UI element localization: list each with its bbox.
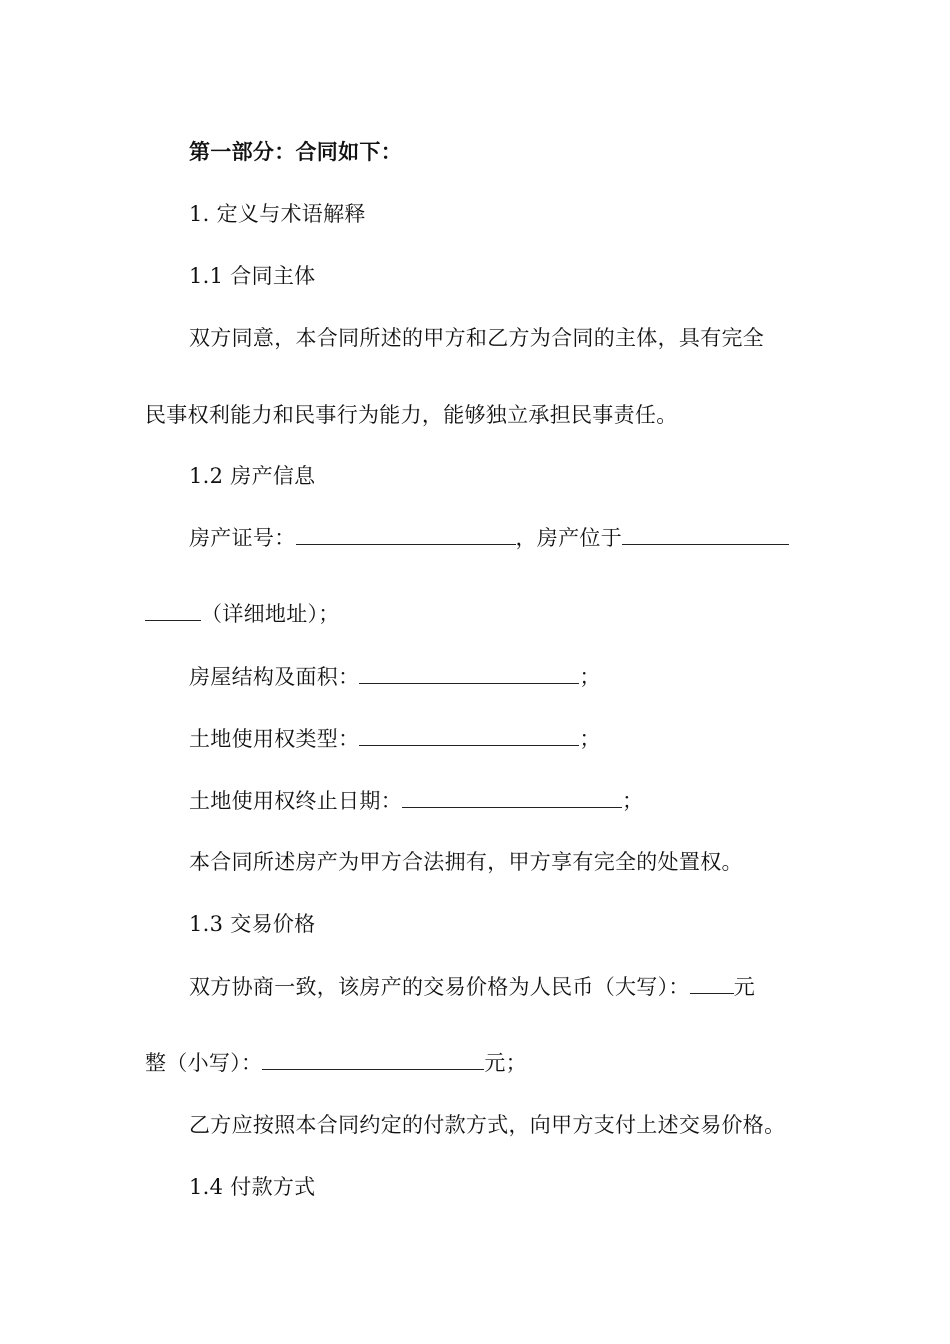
part-title: 第一部分：合同如下：: [189, 139, 402, 164]
land-type-blank[interactable]: [359, 725, 579, 746]
price-label: 双方协商一致，该房产的交易价格为人民币（大写）：: [189, 975, 690, 999]
yuan-semicolon: 元；: [484, 1051, 527, 1075]
ownership-paragraph: 本合同所述房产为甲方合法拥有，甲方享有完全的处置权。: [189, 850, 743, 874]
address-line: [145, 600, 340, 628]
land-end-date-line: [189, 787, 643, 815]
cert-number-blank[interactable]: [296, 524, 516, 545]
property-cert-line: [189, 524, 789, 552]
land-end-label: 土地使用权终止日期：: [189, 789, 402, 813]
land-end-date-blank[interactable]: [402, 787, 622, 808]
semicolon: ；: [579, 727, 601, 751]
subsection-heading: 1.2 房产信息: [189, 464, 316, 488]
structure-area-blank[interactable]: [359, 663, 579, 684]
section-heading: 1. 定义与术语解释: [189, 202, 366, 226]
price-lowercase-blank[interactable]: [262, 1049, 484, 1070]
subsection-heading: 1.1 合同主体: [189, 264, 316, 288]
price-line: [189, 973, 755, 1001]
land-type-line: [189, 725, 601, 753]
paragraph-line: 民事权利能力和民事行为能力，能够独立承担民事责任。: [145, 403, 678, 427]
address-suffix: （详细地址）；: [201, 602, 340, 626]
yuan-unit: 元: [733, 975, 756, 999]
address-blank[interactable]: [622, 524, 789, 545]
semicolon: ；: [622, 789, 644, 813]
payment-note: 乙方应按照本合同约定的付款方式，向甲方支付上述交易价格。: [189, 1113, 786, 1137]
land-type-label: 土地使用权类型：: [189, 727, 360, 751]
price-lowercase-label: 整（小写）：: [145, 1051, 263, 1075]
address-blank-continued[interactable]: [145, 600, 201, 621]
subsection-heading: 1.3 交易价格: [189, 912, 316, 936]
paragraph-line: 双方同意，本合同所述的甲方和乙方为合同的主体，具有完全: [189, 326, 765, 350]
price-uppercase-blank[interactable]: [690, 973, 734, 994]
semicolon: ；: [579, 665, 601, 689]
subsection-heading: 1.4 付款方式: [189, 1175, 316, 1199]
price-lowercase-line: [145, 1049, 527, 1077]
structure-label: 房屋结构及面积：: [189, 665, 360, 689]
located-label: ，房产位于: [515, 526, 622, 550]
structure-area-line: [189, 663, 601, 691]
cert-label: 房产证号：: [189, 526, 296, 550]
